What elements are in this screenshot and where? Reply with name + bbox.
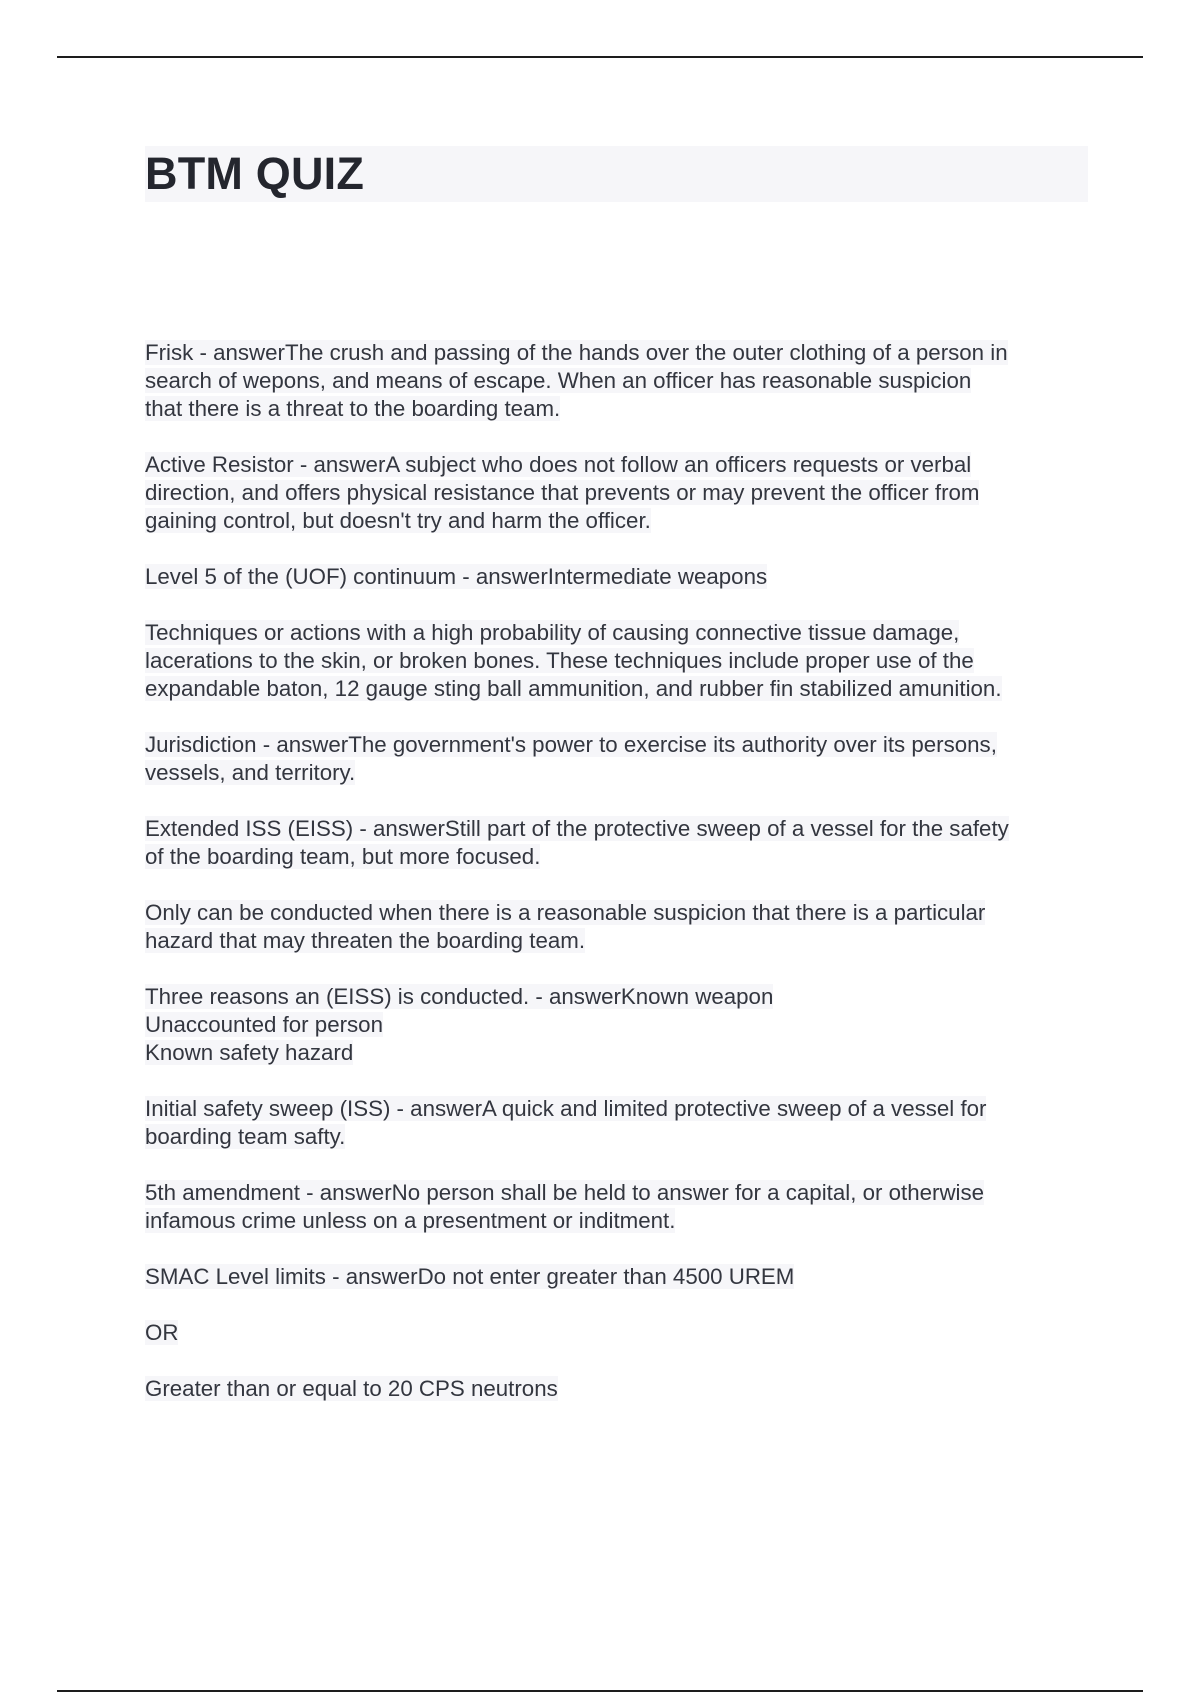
text-line: boarding team safty. <box>145 1124 346 1149</box>
text-line: hazard that may threaten the boarding team. <box>145 928 586 953</box>
text-line: that there is a threat to the boarding team. <box>145 396 561 421</box>
paragraph <box>145 1263 1095 1291</box>
text-line: Frisk - answerThe crush and passing of the hands over the outer clothing of a person in <box>145 340 1008 365</box>
text-line: Extended ISS (EISS) - answerStill part of the protective sweep of a vessel for the safety <box>145 816 1009 841</box>
paragraph <box>145 1179 1095 1235</box>
paragraph <box>145 619 1095 703</box>
top-rule <box>57 56 1143 58</box>
text-line: lacerations to the skin, or broken bones. These techniques include proper use of the <box>145 648 974 673</box>
text-line: infamous crime unless on a presentment or inditment. <box>145 1208 676 1233</box>
text-line: Greater than or equal to 20 CPS neutrons <box>145 1376 558 1401</box>
text-line: Unaccounted for person <box>145 1012 383 1037</box>
paragraph <box>145 731 1095 787</box>
text-line: vessels, and territory. <box>145 760 356 785</box>
text-line: OR <box>145 1320 179 1345</box>
text-line: SMAC Level limits - answerDo not enter greater than 4500 UREM <box>145 1264 795 1289</box>
paragraph <box>145 899 1095 955</box>
text-line: Initial safety sweep (ISS) - answerA quick and limited protective sweep of a vessel for <box>145 1096 987 1121</box>
paragraph <box>145 1375 1095 1403</box>
text-line: of the boarding team, but more focused. <box>145 844 541 869</box>
text-line: 5th amendment - answerNo person shall be held to answer for a capital, or otherwise <box>145 1180 985 1205</box>
text-line: search of wepons, and means of escape. When an officer has reasonable suspicion <box>145 368 972 393</box>
text-line: direction, and offers physical resistance that prevents or may prevent the officer from <box>145 480 980 505</box>
paragraph <box>145 1319 1095 1347</box>
text-line: Techniques or actions with a high probability of causing connective tissue damage, <box>145 620 960 645</box>
bottom-rule <box>57 1690 1143 1692</box>
text-line: gaining control, but doesn't try and harm the officer. <box>145 508 651 533</box>
paragraph <box>145 983 1095 1067</box>
text-line: expandable baton, 12 gauge sting ball ammunition, and rubber fin stabilized amunition. <box>145 676 1002 701</box>
text-line: Known safety hazard <box>145 1040 354 1065</box>
paragraph <box>145 339 1095 423</box>
paragraph <box>145 451 1095 535</box>
document-body <box>145 339 1095 1431</box>
paragraph <box>145 815 1095 871</box>
text-line: Jurisdiction - answerThe government's power to exercise its authority over its persons, <box>145 732 997 757</box>
paragraph <box>145 563 1095 591</box>
paragraph <box>145 1095 1095 1151</box>
text-line: Level 5 of the (UOF) continuum - answerIntermediate weapons <box>145 564 768 589</box>
text-line: Active Resistor - answerA subject who does not follow an officers requests or verbal <box>145 452 972 477</box>
document-title: BTM QUIZ <box>145 148 365 199</box>
text-line: Three reasons an (EISS) is conducted. - answerKnown weapon <box>145 984 774 1009</box>
text-line: Only can be conducted when there is a reasonable suspicion that there is a particular <box>145 900 986 925</box>
